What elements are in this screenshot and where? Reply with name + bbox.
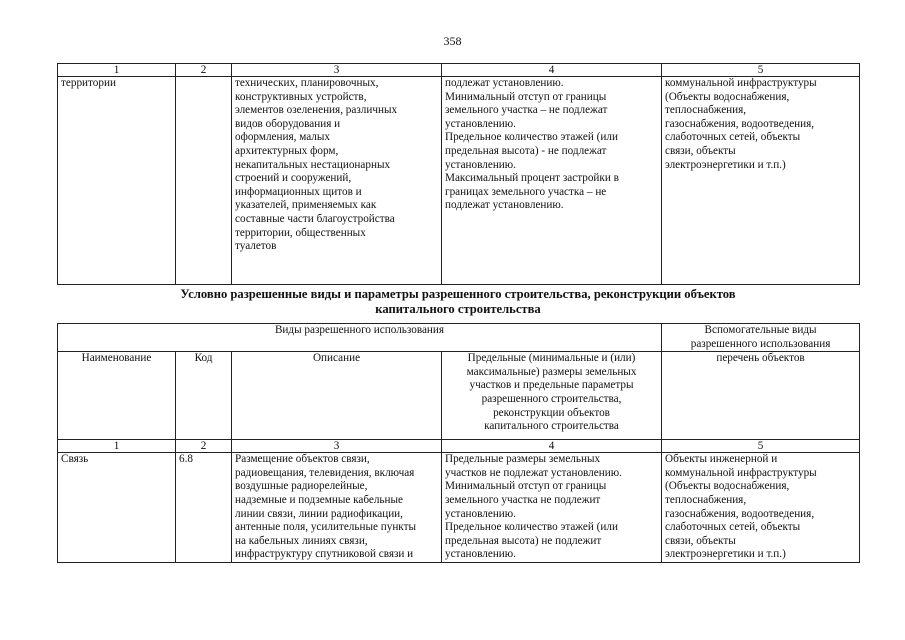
header-code: Код [176,352,232,440]
column-number-row [58,440,860,453]
column-number: 5 [662,440,860,453]
column-number: 3 [232,64,442,77]
use-parameters-cell: подлежат установлению. Минимальный отступ от границы земельного участка – не подлежат установлению. Предельное количество этажей (или предельная высота) - не подлежат установлению. Максимальный процент застройки в границах земельного участка – не подлежат установлению. [442,77,662,285]
column-number: 4 [442,440,662,453]
conditional-uses-table [57,323,860,563]
use-code-cell: 6.8 [176,453,232,563]
column-number: 4 [442,64,662,77]
table-row [58,77,860,285]
section-heading: Условно разрешенные виды и параметры разрешенного строительства, реконструкции объектов капитального строительства [180,287,736,316]
group-header-row [58,324,860,352]
column-number: 2 [176,440,232,453]
zoning-table-continued [57,63,860,285]
use-description-cell: технических, планировочных, конструктивных устройств, элементов озеленения, различных видов оборудования и оформления, малых архитектурных форм, некапитальных нестационарных строений и сооружений, информационных щитов и указателей, применяемых как составные части благоустройства территории, общественных туалетов [232,77,442,285]
use-description-cell: Размещение объектов связи, радиовещания, телевидения, включая воздушные радиорелейные, надземные и подземные кабельные линии связи, линии радиофикации, антенные поля, усилительные пункты на кабельных линиях связи, инфраструктуру спутниковой связи и [232,453,442,563]
auxiliary-uses-cell: коммунальной инфраструктуры (Объекты водоснабжения, теплоснабжения, газоснабжения, водоотведения, слаботочных сетей, объекты связи, объекты электроэнергетики и т.п.) [662,77,860,285]
use-name-cell: территории [58,77,176,285]
use-parameters-cell: Предельные размеры земельных участков не подлежат установлению. Минимальный отступ от границы земельного участка не подлежит установлению. Предельное количество этажей (или предельная высота) не подлежит установлению. [442,453,662,563]
header-objects: перечень объектов [662,352,860,440]
aux-header: Вспомогательные виды разрешенного использования [662,324,860,352]
column-number: 3 [232,440,442,453]
column-number: 5 [662,64,860,77]
table-row [58,453,860,563]
column-number-row [58,64,860,77]
auxiliary-uses-cell: Объекты инженерной и коммунальной инфраструктуры (Объекты водоснабжения, теплоснабжения, газоснабжения, водоотведения, слаботочных сетей, объекты связи, объекты электроэнергетики и т.п.) [662,453,860,563]
column-number: 1 [58,440,176,453]
header-description: Описание [232,352,442,440]
column-number: 2 [176,64,232,77]
header-name: Наименование [58,352,176,440]
header-parameters: Предельные (минимальные и (или) максимальные) размеры земельных участков и предельные параметры разрешенного строительства, реконструкции объектов капитального строительства [442,352,662,440]
group-header: Виды разрешенного использования [58,324,662,352]
column-header-row [58,352,860,440]
page-number: 358 [443,34,462,48]
use-name-cell: Связь [58,453,176,563]
column-number: 1 [58,64,176,77]
use-code-cell [176,77,232,285]
